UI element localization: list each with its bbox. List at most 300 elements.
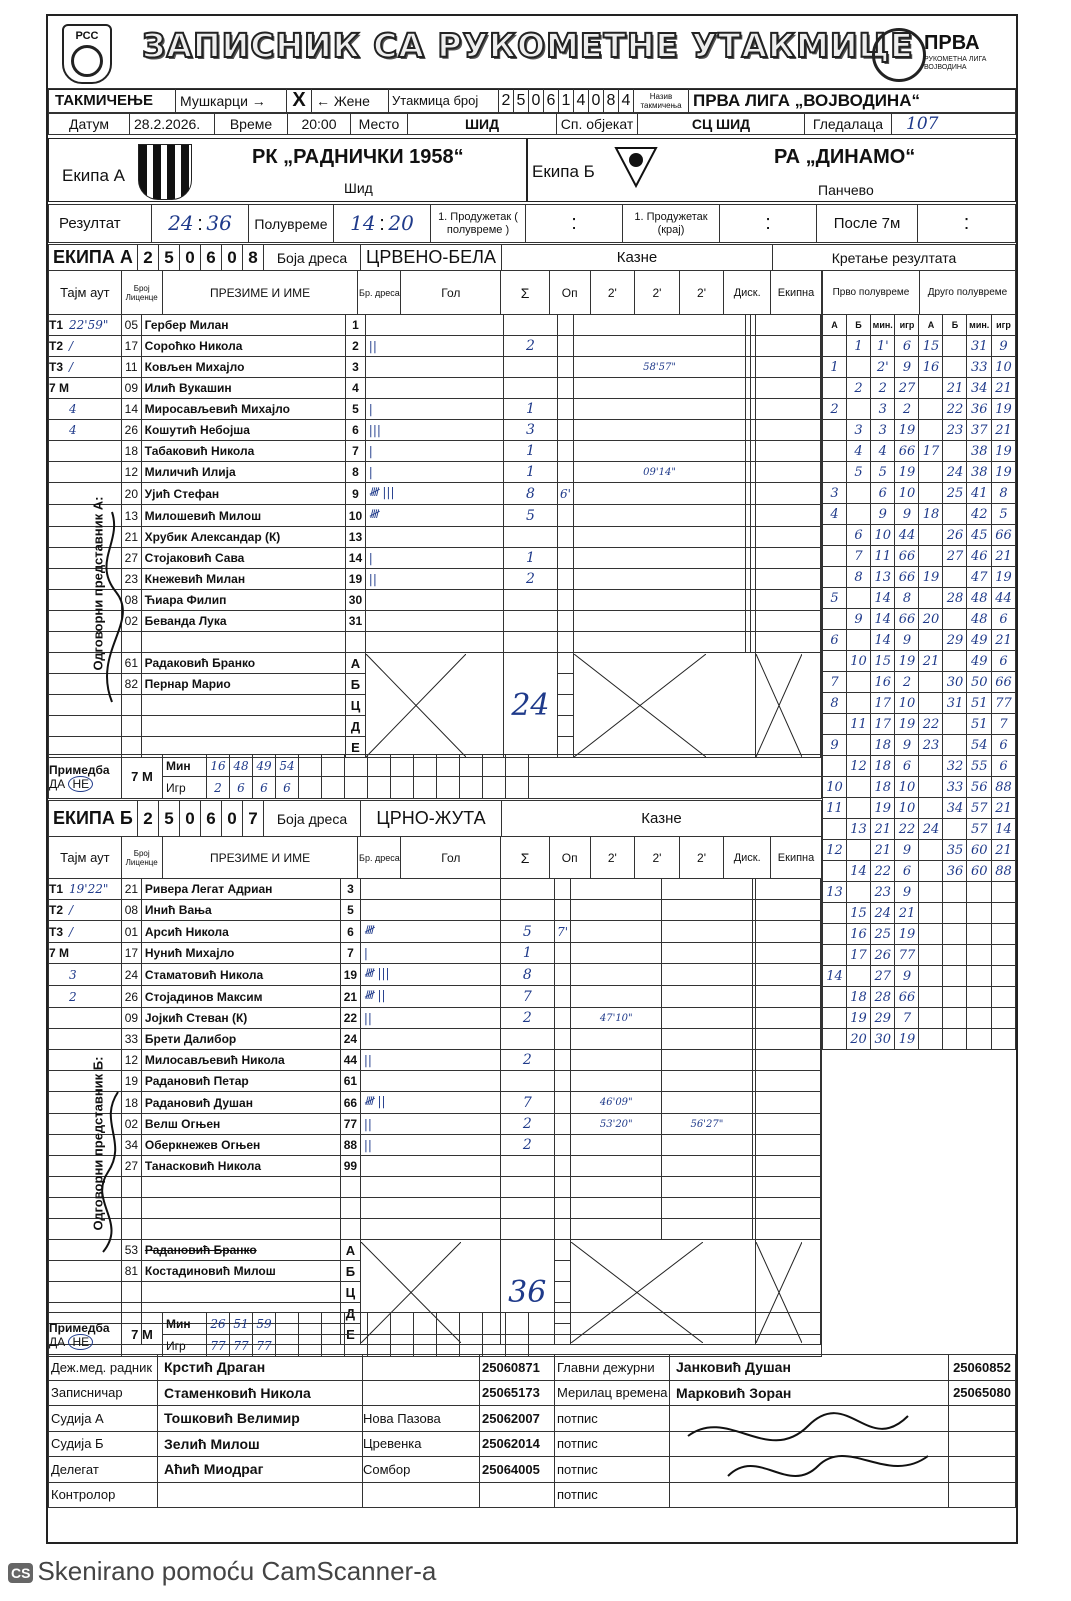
seven-meter-min-value	[414, 755, 437, 777]
team-b-column-header	[48, 836, 822, 879]
progress-cell	[943, 651, 967, 672]
team-a-header	[48, 244, 1016, 271]
score-colon: :	[197, 213, 203, 235]
seven-meter-game-label: Игр	[163, 777, 207, 799]
player-license: 12	[122, 462, 142, 483]
official-team-penalty	[820, 1240, 821, 1261]
progress-cell	[943, 966, 967, 987]
spectators-label: Гледалаца	[805, 114, 892, 135]
player-name: Милосављевић Никола	[141, 1050, 340, 1071]
player-jersey-number: 4	[346, 378, 366, 399]
blank-cell	[365, 632, 503, 653]
progress-cell: 66	[895, 987, 919, 1008]
progress-cell: 49	[967, 630, 991, 651]
progress-cell	[847, 630, 871, 651]
progress-cell: 51	[967, 714, 991, 735]
time-label: Време	[215, 114, 288, 135]
progress-cell	[823, 714, 847, 735]
progress-cell: 32	[943, 756, 967, 777]
player-goal-tally: ||	[360, 1135, 500, 1156]
player-license: 08	[122, 900, 142, 921]
progress-cell: 11	[847, 714, 871, 735]
progress-cell: 6	[823, 630, 847, 651]
progress-cell: 4	[823, 504, 847, 525]
progress-cell: 21	[871, 840, 895, 861]
progress-row	[823, 504, 1016, 525]
progress-cell: 19	[991, 462, 1015, 483]
player-goal-tally: |	[365, 441, 503, 462]
official-role: Деж.мед. радник	[49, 1355, 158, 1381]
progress-cell	[943, 987, 967, 1008]
player-name: Илић Вукашин	[141, 378, 345, 399]
seven-meter-min-value	[414, 1313, 437, 1335]
after7-label: После 7м	[817, 205, 918, 243]
player-suspension-1: 46'09"	[571, 1092, 662, 1114]
player-warning	[557, 590, 573, 611]
player-license: 20	[122, 483, 142, 505]
player-goal-tally: 𝍸 |||	[365, 483, 503, 505]
player-goal-tally	[360, 1156, 500, 1177]
progress-row	[823, 630, 1016, 651]
note-label: Примедба	[49, 1320, 110, 1335]
player-disqualification	[755, 900, 820, 921]
official-team-penalty	[820, 1282, 821, 1303]
player-jersey-number: 19	[340, 964, 360, 986]
player-suspension-2	[662, 879, 753, 900]
player-name: Милошевић Милош	[141, 505, 345, 527]
player-suspension-2	[662, 1050, 753, 1071]
progress-cell: 29	[871, 1008, 895, 1029]
progress-cell: 14	[871, 588, 895, 609]
official-role: Судија А	[49, 1406, 158, 1432]
player-warning: 6'	[557, 483, 573, 505]
timeout-value: /	[69, 339, 74, 353]
progress-cell: 44	[895, 525, 919, 546]
player-goal-sum	[500, 1177, 554, 1198]
title-row	[48, 16, 1016, 90]
player-jersey-number: 2	[346, 336, 366, 357]
player-name: Ривера Легат Адриан	[141, 879, 340, 900]
player-name: Гербер Милан	[141, 315, 345, 336]
progress-col-header: мин.	[967, 315, 991, 336]
player-goal-sum	[500, 879, 554, 900]
progress-cell: 19	[895, 420, 919, 441]
progress-cell	[847, 966, 871, 987]
official-license: 25062014	[480, 1431, 555, 1457]
official-role: Судија Б	[49, 1431, 158, 1457]
player-jersey-number: 6	[340, 921, 360, 943]
player-goal-sum: 2	[500, 1050, 554, 1071]
player-suspension-1: 53'20"	[571, 1114, 662, 1135]
official-warning	[554, 1240, 571, 1261]
player-warning	[557, 378, 573, 399]
player-team-penalty	[820, 1198, 821, 1219]
progress-cell	[823, 462, 847, 483]
progress-row	[823, 819, 1016, 840]
player-jersey-number: 19	[346, 569, 366, 590]
team-a-note-row	[48, 754, 822, 799]
col-license: Број Лиценце	[121, 271, 162, 315]
player-warning	[554, 986, 571, 1008]
note-cell	[49, 1313, 122, 1357]
progress-row	[823, 924, 1016, 945]
seven-meter-min-value	[322, 1313, 345, 1335]
progress-cell: 7	[991, 714, 1015, 735]
date-value: 28.2.2026.	[130, 114, 215, 135]
team-a-representative-label: Одговорни представник А:	[90, 496, 106, 671]
player-suspension-2	[662, 1177, 753, 1198]
progress-cell: 57	[967, 819, 991, 840]
player-timeout	[49, 964, 122, 986]
progress-cell	[823, 1029, 847, 1050]
progress-cell	[919, 1029, 943, 1050]
page-title: ЗАПИСНИК СА РУКОМЕТНЕ УТАКМИЦЕ	[142, 26, 914, 65]
progress-cell	[823, 336, 847, 357]
player-goal-tally	[360, 1177, 500, 1198]
player-row	[49, 399, 822, 420]
col-sum: Σ	[501, 837, 550, 879]
player-row	[49, 611, 822, 632]
player-warning	[554, 1008, 571, 1029]
progress-cell	[919, 693, 943, 714]
progress-cell: 9	[895, 630, 919, 651]
seven-meter-min-value	[506, 1313, 529, 1335]
player-warning	[554, 1135, 571, 1156]
progress-cell	[919, 630, 943, 651]
spectators-value: 107	[892, 114, 1016, 135]
team-a-code-digit: 6	[201, 245, 222, 271]
player-license: 21	[122, 879, 142, 900]
seven-meter-game-value: 2	[207, 777, 230, 799]
progress-cell	[919, 420, 943, 441]
progress-cell	[943, 819, 967, 840]
player-jersey-number: 22	[340, 1008, 360, 1029]
progress-cell: 13	[847, 819, 871, 840]
player-disqualification	[756, 378, 820, 399]
progress-cell: 19	[991, 399, 1015, 420]
progress-cell	[991, 1029, 1015, 1050]
player-warning	[557, 357, 573, 378]
note-yes: ДА	[49, 776, 69, 791]
progress-cell: 2	[871, 378, 895, 399]
player-name: Табаковић Никола	[141, 441, 345, 462]
official-city: Нова Пазова	[363, 1406, 480, 1432]
player-row	[49, 420, 822, 441]
player-name: Миросављевић Михајло	[141, 399, 345, 420]
progress-cell: 33	[967, 357, 991, 378]
date-label: Датум	[49, 114, 130, 135]
team-total-goals: 36	[500, 1240, 554, 1345]
date-row	[48, 113, 1016, 135]
official-timeout	[49, 716, 122, 737]
official-team-penalty	[820, 1261, 821, 1282]
official-code: Е	[340, 1324, 360, 1345]
player-license: 02	[122, 1114, 142, 1135]
progress-cell	[919, 966, 943, 987]
col-name: ПРЕЗИМЕ И ИМЕ	[162, 271, 358, 315]
progress-row	[823, 756, 1016, 777]
player-row	[49, 1198, 822, 1219]
federation-logo	[62, 24, 112, 84]
progress-row	[823, 567, 1016, 588]
official-role-2: Мерилац времена	[555, 1380, 670, 1406]
progress-cell: 46	[967, 546, 991, 567]
player-suspension-1	[571, 879, 662, 900]
player-name: Кошутић Небојша	[141, 420, 345, 441]
progress-row	[823, 483, 1016, 504]
progress-cell: 66	[991, 672, 1015, 693]
player-name: Стаматовић Никола	[141, 964, 340, 986]
player-license: 08	[122, 590, 142, 611]
seven-meter-game-value: 6	[253, 777, 276, 799]
player-name: Радановић Душан	[141, 1092, 340, 1114]
player-name: Нунић Михајло	[141, 943, 340, 964]
official-role-2: потпис	[555, 1406, 670, 1432]
progress-cell: 14	[991, 819, 1015, 840]
seven-meter-game-value	[483, 777, 506, 799]
progress-cell: 37	[967, 420, 991, 441]
player-disqualification	[755, 1029, 820, 1050]
progress-cell: 28	[943, 588, 967, 609]
player-timeout	[49, 378, 122, 399]
second-half-label: Друго полувреме	[920, 271, 1016, 315]
player-suspension-1: 09'14"	[574, 462, 746, 483]
col-goals: Гол	[401, 837, 501, 879]
progress-cell	[967, 1008, 991, 1029]
progress-cell: 18	[919, 504, 943, 525]
note-rest	[529, 1313, 822, 1335]
player-goal-tally	[365, 611, 503, 632]
player-row	[49, 590, 822, 611]
progress-cell: 47	[967, 567, 991, 588]
progress-cell	[919, 546, 943, 567]
player-row	[49, 336, 822, 357]
player-jersey-number: 21	[340, 986, 360, 1008]
player-suspension-1: 58'57"	[574, 357, 746, 378]
seven-meter-min-value	[506, 755, 529, 777]
row-marker: T2	[49, 903, 64, 917]
row-marker: 7 М	[49, 381, 70, 395]
player-row	[49, 505, 822, 527]
progress-cell: 3	[847, 420, 871, 441]
seven-meter-min-value	[460, 1313, 483, 1335]
team-b-code-digit: 0	[222, 801, 243, 837]
player-goal-tally: ||	[360, 1008, 500, 1029]
player-jersey-number: 8	[346, 462, 366, 483]
official-name-2: Марковић Зоран	[670, 1380, 949, 1406]
progress-cell: 48	[967, 609, 991, 630]
progress-cell	[847, 840, 871, 861]
player-row	[49, 441, 822, 462]
player-row	[49, 1008, 822, 1029]
official-license	[122, 716, 142, 737]
player-jersey-number: 3	[346, 357, 366, 378]
player-disqualification	[755, 1177, 820, 1198]
player-goal-tally	[365, 527, 503, 548]
player-warning: 7'	[554, 921, 571, 943]
official-name: Костадиновић Милош	[141, 1261, 340, 1282]
player-timeout	[49, 986, 122, 1008]
player-jersey-number	[340, 1177, 360, 1198]
player-disqualification	[756, 357, 820, 378]
progress-cell: 9	[895, 357, 919, 378]
progress-cell	[919, 861, 943, 882]
progress-col-header: мин.	[871, 315, 895, 336]
ot2-score: :	[720, 205, 817, 243]
official-code: Д	[346, 716, 366, 737]
progress-cell: 9	[895, 735, 919, 756]
seven-meter-min-value: 59	[253, 1313, 276, 1335]
team-a-city: Шид	[344, 180, 373, 196]
player-disqualification	[755, 1071, 820, 1092]
player-goal-tally: ||	[360, 1050, 500, 1071]
blank-cell	[571, 1219, 662, 1240]
player-goal-tally: ||	[360, 1114, 500, 1135]
player-name: Хрубик Александар (К)	[141, 527, 345, 548]
progress-row	[823, 735, 1016, 756]
official-code: Ц	[346, 695, 366, 716]
jersey-value-b: ЦРНО-ЖУТА	[361, 801, 502, 837]
progress-cell	[823, 546, 847, 567]
player-jersey-number: 88	[340, 1135, 360, 1156]
progress-cell: 60	[967, 861, 991, 882]
col-name: ПРЕЗИМЕ И ИМЕ	[162, 837, 358, 879]
official-city	[363, 1380, 480, 1406]
col-team-penalty: Екипна	[771, 271, 822, 315]
player-row	[49, 527, 822, 548]
progress-row	[823, 1029, 1016, 1050]
blank-cell	[574, 632, 746, 653]
player-goal-tally: |||	[365, 420, 503, 441]
player-suspension-1	[574, 590, 746, 611]
player-jersey-number: 1	[346, 315, 366, 336]
player-jersey-number: 5	[346, 399, 366, 420]
official-name: Радановић Бранко	[141, 1240, 340, 1261]
player-team-penalty	[820, 1008, 821, 1029]
player-timeout	[49, 315, 122, 336]
player-disqualification	[756, 483, 820, 505]
player-row	[49, 964, 822, 986]
official-license-2	[949, 1431, 1016, 1457]
player-disqualification	[755, 943, 820, 964]
progress-cell: 77	[991, 693, 1015, 714]
player-suspension-1	[571, 1177, 662, 1198]
progress-cell	[919, 588, 943, 609]
col-suspension-1: 2'	[590, 837, 635, 879]
progress-cell: 27	[895, 378, 919, 399]
progress-row	[823, 1008, 1016, 1029]
player-name	[141, 1177, 340, 1198]
seven-meter-game-value: 6	[276, 777, 299, 799]
seven-meter-min-value	[437, 1313, 460, 1335]
official-role-2: потпис	[555, 1482, 670, 1508]
player-disqualification	[755, 1114, 820, 1135]
progress-cell: 33	[943, 777, 967, 798]
official-warning	[554, 1282, 571, 1303]
league-logo-icon	[872, 28, 926, 82]
progress-header	[822, 270, 1016, 315]
player-warning	[554, 1071, 571, 1092]
player-timeout	[49, 900, 122, 921]
col-jersey-no: Бр. дреса	[358, 271, 401, 315]
progress-cell: 6	[871, 483, 895, 504]
score-a: 24	[168, 211, 194, 235]
timeout-value: 4	[69, 423, 77, 437]
progress-cell	[943, 504, 967, 525]
progress-row	[823, 357, 1016, 378]
progress-cell	[823, 987, 847, 1008]
progress-cell: 24	[943, 462, 967, 483]
seven-meter-min-value	[460, 755, 483, 777]
player-suspension-1	[574, 336, 746, 357]
seven-meter-game-value	[368, 777, 391, 799]
progress-cell: 9	[871, 504, 895, 525]
official-warning	[557, 653, 573, 674]
blank-cell	[346, 632, 366, 653]
row-marker: T2	[49, 339, 64, 353]
player-suspension-1	[574, 611, 746, 632]
progress-cell: 21	[991, 546, 1015, 567]
official-role-2: потпис	[555, 1431, 670, 1457]
player-suspension-2	[662, 943, 753, 964]
venue-label: Сп. објекат	[557, 114, 638, 135]
progress-cell: 19	[991, 441, 1015, 462]
progress-row	[823, 336, 1016, 357]
player-license: 26	[122, 986, 142, 1008]
player-goal-tally	[365, 357, 503, 378]
progress-cell: 6	[991, 735, 1015, 756]
player-row	[49, 483, 822, 505]
seven-meter-min-value	[345, 1313, 368, 1335]
team-divider	[526, 138, 528, 202]
progress-cell: 5	[847, 462, 871, 483]
player-goal-sum: 1	[504, 441, 558, 462]
player-jersey-number: 7	[346, 441, 366, 462]
progress-cell	[991, 882, 1015, 903]
player-timeout	[49, 420, 122, 441]
progress-cell	[919, 945, 943, 966]
half-a: 14	[350, 211, 376, 235]
player-goal-sum: 1	[504, 399, 558, 420]
disq-crossed-box	[756, 653, 820, 758]
player-goal-tally: ||	[365, 569, 503, 590]
timeout-value: /	[69, 903, 74, 917]
progress-cell	[847, 672, 871, 693]
player-warning	[557, 527, 573, 548]
player-license: 34	[122, 1135, 142, 1156]
progress-cell: 21	[991, 420, 1015, 441]
player-suspension-1	[574, 569, 746, 590]
progress-cell	[967, 882, 991, 903]
progress-cell: 10	[895, 693, 919, 714]
progress-cell: 21	[991, 630, 1015, 651]
progress-cell	[967, 924, 991, 945]
progress-cell: 9	[895, 504, 919, 525]
official-code: А	[346, 653, 366, 674]
progress-cell: 6	[895, 861, 919, 882]
team-a-code-digit: 5	[159, 245, 180, 271]
progress-cell	[823, 378, 847, 399]
player-name: Оберкнежев Огњен	[141, 1135, 340, 1156]
official-city	[363, 1482, 480, 1508]
progress-cell: 19	[895, 924, 919, 945]
official-name: Крстић Драган	[158, 1355, 363, 1381]
progress-cell: 17	[871, 714, 895, 735]
player-license: 01	[122, 921, 142, 943]
progress-cell	[919, 777, 943, 798]
progress-cell: 1	[847, 336, 871, 357]
player-warning	[557, 315, 573, 336]
